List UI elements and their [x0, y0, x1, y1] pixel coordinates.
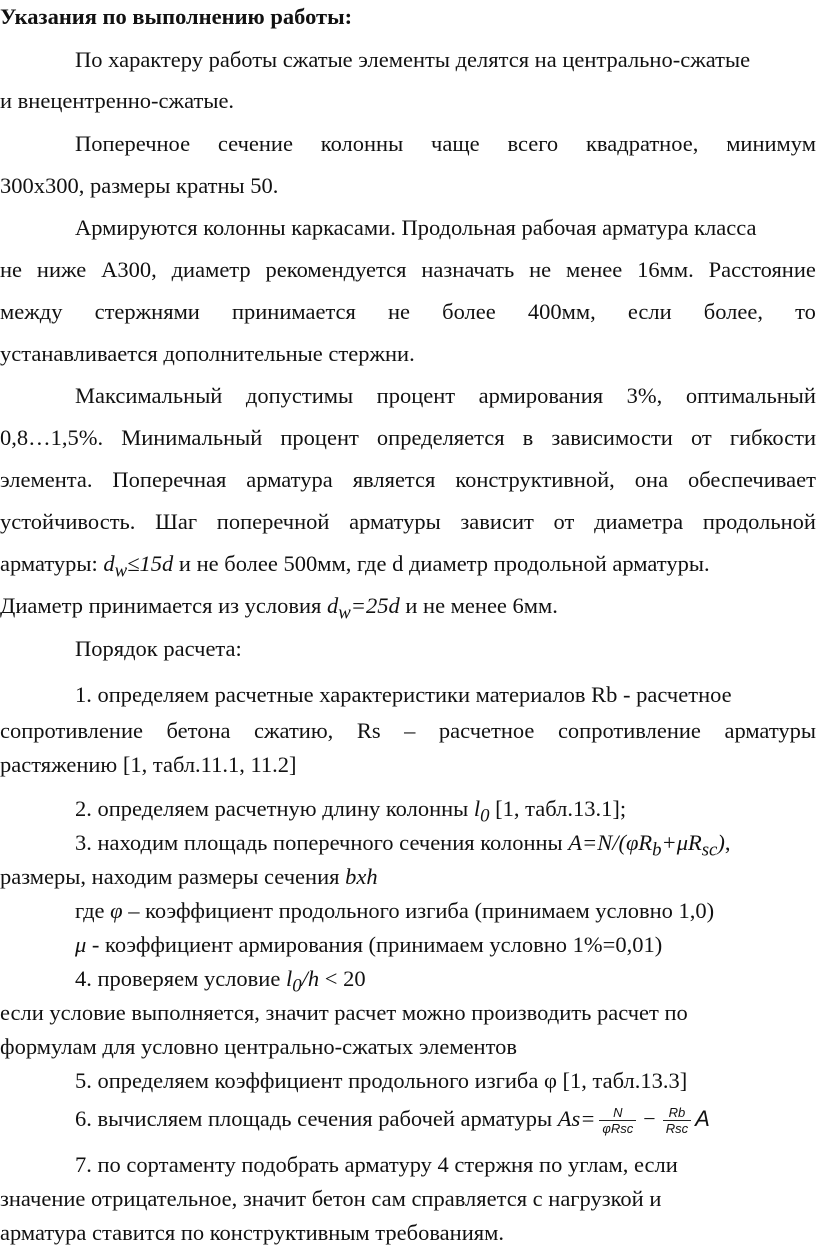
p4-line6: Диаметр принимается из условия $d_w=25d$ и не менее 6мм.: [0, 593, 558, 624]
p2-line1: [75, 129, 816, 159]
word: рекомендуется: [265, 257, 407, 282]
word: назначать: [421, 257, 515, 282]
word: сопротивление: [0, 718, 143, 743]
p3-line3: [0, 297, 816, 327]
word: является: [352, 467, 436, 492]
step4: 4. проверяем условие $l_0/h < 20$: [75, 966, 366, 997]
step1-line1: 1. определяем расчетные характеристики материалов Rb - расчетное: [75, 682, 732, 707]
word: 0,8…1,5%.: [0, 425, 104, 450]
word: минимум: [726, 131, 816, 156]
word: чаще: [431, 131, 480, 156]
step4-line3: формулам для условно центрально-сжатых элементов: [0, 1034, 518, 1059]
word: ниже: [36, 257, 87, 282]
step7-line2: значение отрицательное, значит бетон сам справляется с нагрузкой и: [0, 1186, 662, 1211]
word: сжатию,: [254, 718, 334, 743]
word: конструктивной,: [455, 467, 615, 492]
step1-line2: [0, 716, 816, 746]
word: колонны: [320, 131, 404, 156]
word: то: [795, 299, 816, 324]
word: она: [634, 467, 669, 492]
word: сопротивление: [557, 718, 701, 743]
word: диаметр: [171, 257, 251, 282]
word: 16мм.: [637, 257, 694, 282]
p1-line2: и внецентренно-сжатые.: [0, 88, 235, 113]
word: 400мм,: [527, 299, 596, 324]
word: квадратное,: [586, 131, 699, 156]
word: диаметра: [594, 509, 684, 534]
step7-line1: 7. по сортаменту подобрать арматуру 4 стержня по углам, если: [75, 1152, 678, 1177]
word: А300,: [101, 257, 157, 282]
word: Максимальный: [75, 383, 223, 408]
p2-line2: 300x300, размеры кратны 50.: [0, 173, 279, 198]
p3-line4: устанавливается дополнительные стержни.: [0, 341, 415, 366]
step2: 2. определяем расчетную длину колонны $l_0$ [1, табл.13.1];: [75, 796, 627, 827]
word: гибкости: [729, 425, 816, 450]
word: Шаг: [155, 509, 198, 534]
word: Расстояние: [708, 257, 816, 282]
word: если: [627, 299, 672, 324]
word: зависит: [460, 509, 534, 534]
word: от: [690, 425, 712, 450]
word: Поперечная: [112, 467, 227, 492]
word: принимается: [231, 299, 356, 324]
step3-line3: где φ – коэффициент продольного изгиба (принимаем условно 1,0): [75, 898, 715, 923]
order-title: Порядок расчета:: [75, 636, 242, 661]
word: не: [0, 257, 23, 282]
word: расчетное: [438, 718, 535, 743]
word: элемента.: [0, 467, 93, 492]
word: допустимы: [245, 383, 354, 408]
formula-fraction-n: $\frac{N}{\text{φRsc}}$: [599, 1105, 636, 1136]
word: Минимальный: [121, 425, 263, 450]
word: бетона: [166, 718, 231, 743]
step3: 3. находим площадь поперечного сечения колонны $A=N/(\varphi R_b+\mu R_{sc})$,: [75, 830, 731, 861]
step4-line2: если условие выполняется, значит расчет можно производить расчет по: [0, 1000, 688, 1025]
word: арматура: [246, 467, 333, 492]
word: менее: [566, 257, 623, 282]
word: –: [404, 718, 416, 743]
word: оптимальный: [685, 383, 816, 408]
step5: 5. определяем коэффициент продольного изгиба φ [1, табл.13.3]: [75, 1068, 688, 1093]
p3-line2: [0, 255, 816, 285]
word: обеспечивает: [688, 467, 816, 492]
p3-line1: Армируются колонны каркасами. Продольная рабочая арматура класса: [75, 215, 757, 240]
word: в: [522, 425, 534, 450]
word: армирования: [478, 383, 604, 408]
word: устойчивость.: [0, 509, 136, 534]
word: между: [0, 299, 63, 324]
word: процент: [376, 383, 456, 408]
word: Rs: [356, 718, 381, 743]
formula-fraction-rb: $\frac{Rb}{\text{Rsc}}$: [663, 1105, 691, 1136]
step3-line2: размеры, находим размеры сечения bxh: [0, 864, 378, 889]
p1-line1: По характеру работы сжатые элементы делятся на центрально-сжатые: [75, 47, 751, 72]
word: определяется: [376, 425, 505, 450]
step6: 6. вычисляем площадь сечения рабочей арматуры As= $\frac{N}{\text{φRsc}}$ − $\frac{Rb}{\text{Rsc}}$ A: [75, 1105, 710, 1137]
word: Поперечное: [75, 131, 191, 156]
p4-line3: [0, 465, 816, 495]
p4-line1: [75, 381, 816, 411]
word: всего: [507, 131, 559, 156]
word: продольной: [702, 509, 816, 534]
document-heading: Указания по выполнению работы:: [0, 4, 353, 29]
word: не: [529, 257, 552, 282]
word: арматуры: [724, 718, 816, 743]
word: стержнями: [94, 299, 200, 324]
word: более: [442, 299, 496, 324]
step7-line3: арматура ставится по конструктивным требованиям.: [0, 1220, 504, 1245]
word: от: [553, 509, 575, 534]
word: арматуры: [349, 509, 441, 534]
p4-line4: [0, 507, 816, 537]
p4-line5: арматуры: $d_w\le 15d$ и не более 500мм, где d диаметр продольной арматуры.: [0, 551, 710, 582]
word: сечение: [217, 131, 293, 156]
p4-line2: [0, 423, 816, 453]
word: процент: [280, 425, 359, 450]
step3-line4: μ - коэффициент армирования (принимаем условно 1%=0,01): [75, 932, 663, 957]
word: более,: [703, 299, 763, 324]
word: зависимости: [551, 425, 673, 450]
word: 3%,: [626, 383, 663, 408]
word: не: [388, 299, 411, 324]
word: поперечной: [216, 509, 330, 534]
step1-line3: растяжению [1, табл.11.1, 11.2]: [0, 752, 297, 777]
